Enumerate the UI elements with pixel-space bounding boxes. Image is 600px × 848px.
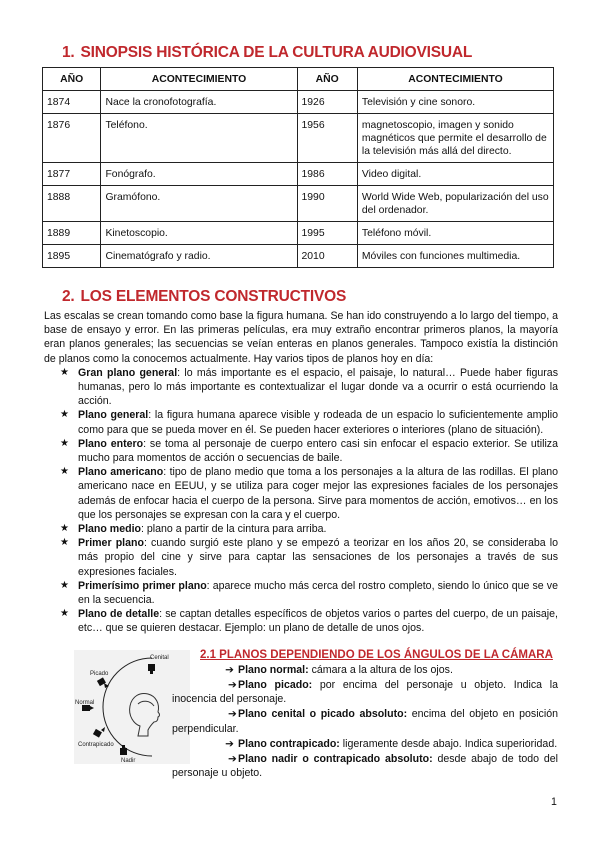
cell-event: Kinetoscopio. bbox=[101, 222, 297, 245]
arrow-icon: ➔ bbox=[225, 737, 234, 750]
intro-paragraph: Las escalas se crean tomando como base la figura humana. Se han ido construyendo a lo largo del tiempo, a base de ensayo y error. En las primeras películas, era muy extraño encontrar primeros planos, la mayoría eran planos generales; las secuencias se veían enteras en planos generales. Tampoco existía la distinción de planos como la conocemos actualmente. Hay varios tipos de planos hoy en día: bbox=[44, 310, 558, 365]
cell-year: 1877 bbox=[43, 163, 101, 186]
item-term: Plano general bbox=[78, 409, 149, 422]
item-term: Gran plano general bbox=[78, 366, 178, 379]
cell-event: Gramófono. bbox=[101, 186, 297, 222]
cell-year: 2010 bbox=[297, 245, 357, 268]
list-item bbox=[172, 752, 558, 782]
cell-event: Video digital. bbox=[357, 163, 553, 186]
list-item bbox=[200, 737, 558, 752]
list-item bbox=[172, 678, 558, 708]
item-text: : cuando surgió este plano y se empezó a teorizar en los años 20, se consideraba lo más propio del cine y sirve para captar las sensaciones de los personajes a través de sus expresiones faciales. bbox=[78, 537, 559, 578]
cell-year: 1990 bbox=[297, 186, 357, 222]
header-event-2: ACONTECIMIENTO bbox=[357, 68, 553, 91]
cell-year: 1995 bbox=[297, 222, 357, 245]
item-text: : se captan detalles específicos de objetos varios o partes del cuerpo, de un paisaje, etc… que se quieren destacar. Ejemplo: un plano de detalle de unos ojos. bbox=[78, 608, 558, 635]
cell-year: 1926 bbox=[297, 91, 357, 114]
item-term: Plano nadir o contrapicado absoluto: bbox=[238, 752, 433, 765]
cell-year: 1889 bbox=[43, 222, 101, 245]
list-item bbox=[44, 607, 558, 635]
cell-event: Cinematógrafo y radio. bbox=[101, 245, 297, 268]
arrow-icon: ➔ bbox=[228, 678, 237, 691]
star-bullet-icon: ★ bbox=[60, 366, 69, 378]
label-contrapicado: Contrapicado bbox=[78, 742, 114, 748]
list-item bbox=[44, 536, 558, 579]
item-text: cámara a la altura de los ojos. bbox=[308, 663, 453, 676]
item-term: Plano medio bbox=[78, 523, 141, 536]
label-nadir: Nadir bbox=[121, 758, 136, 764]
section-2-body bbox=[44, 309, 558, 636]
arrow-icon: ➔ bbox=[225, 663, 234, 676]
star-bullet-icon: ★ bbox=[60, 437, 69, 449]
header-event-1: ACONTECIMIENTO bbox=[101, 68, 297, 91]
item-term: Primerísimo primer plano bbox=[78, 579, 207, 592]
cell-event: Nace la cronofotografía. bbox=[101, 91, 297, 114]
table-row bbox=[43, 91, 554, 114]
list-item bbox=[44, 522, 558, 536]
section-2-heading bbox=[62, 288, 346, 306]
cell-year: 1986 bbox=[297, 163, 357, 186]
subsection-camera-angles bbox=[172, 648, 559, 781]
table-row bbox=[43, 245, 554, 268]
section-2-title: LOS ELEMENTOS CONSTRUCTIVOS bbox=[80, 288, 347, 305]
arrow-icon: ➔ bbox=[228, 752, 237, 765]
table-row bbox=[43, 163, 554, 186]
arrow-icon: ➔ bbox=[228, 708, 237, 721]
list-item bbox=[172, 707, 558, 737]
star-bullet-icon: ★ bbox=[60, 523, 69, 535]
page-number: 1 bbox=[551, 796, 557, 808]
shot-types-list bbox=[44, 366, 558, 636]
cell-year: 1876 bbox=[43, 114, 101, 163]
cell-year: 1874 bbox=[43, 91, 101, 114]
item-text: : lo más importante es el espacio, el paisaje, lo natural… Puede haber figuras humanas, pero lo más importante es contextualizar el lugar donde va a ocurrir o está ocurriendo la acción. bbox=[78, 366, 558, 408]
cell-event: magnetoscopio, imagen y sonido magnéticos que permite el desarrollo de la televisión más allá del directo. bbox=[357, 114, 553, 163]
item-term: Plano entero bbox=[78, 437, 144, 450]
item-text: encima del objeto en posición perpendicular. bbox=[172, 708, 558, 735]
header-year-1: AÑO bbox=[43, 68, 101, 91]
history-table bbox=[42, 67, 554, 268]
cell-event: World Wide Web, popularización del uso del ordenador. bbox=[357, 186, 553, 222]
table-header-row bbox=[43, 68, 554, 91]
item-text: : la figura humana aparece visible y rodeada de un espacio lo suficientemente amplio como para que se pueda mover en él. Se pueden hacer exteriores o interiores (plano de situación). bbox=[78, 409, 558, 436]
table-row bbox=[43, 114, 554, 163]
item-text: : plano a partir de la cintura para arriba. bbox=[140, 523, 327, 536]
list-item bbox=[44, 408, 558, 436]
list-item bbox=[44, 437, 558, 465]
star-bullet-icon: ★ bbox=[60, 537, 69, 549]
cell-year: 1895 bbox=[43, 245, 101, 268]
item-term: Primer plano bbox=[78, 537, 144, 550]
star-bullet-icon: ★ bbox=[60, 579, 69, 591]
list-item bbox=[44, 366, 558, 409]
cell-event: Teléfono móvil. bbox=[357, 222, 553, 245]
list-item bbox=[44, 579, 558, 607]
section-1-title: SINOPSIS HISTÓRICA DE LA CULTURA AUDIOVISUAL bbox=[80, 44, 473, 61]
section-1-heading bbox=[62, 44, 472, 62]
item-text: : aparece mucho más cerca del rostro completo, siendo lo único que se ve en la secuencia. bbox=[78, 579, 558, 607]
star-bullet-icon: ★ bbox=[60, 608, 69, 620]
item-text: : tipo de plano medio que toma a los personajes a la altura de las rodillas. El plano americano nace en EEUU, y se utiliza para coger mejor las expresiones faciales de los personajes además de enfocar hacia el cuerpo de la persona. Sirve para momentos de acción, emotivos… en los que los personajes se expresan con la cara y el cuerpo. bbox=[78, 466, 558, 521]
star-bullet-icon: ★ bbox=[60, 409, 69, 421]
cell-event: Móviles con funciones multimedia. bbox=[357, 245, 553, 268]
subsection-title: 2.1 PLANOS DEPENDIENDO DE LOS ÁNGULOS DE LA CÁMARA bbox=[200, 649, 553, 661]
cell-event: Teléfono. bbox=[101, 114, 297, 163]
label-normal: Normal bbox=[75, 700, 95, 706]
section-1-number: 1. bbox=[62, 44, 75, 61]
item-text: desde abajo de todo del personaje u objeto. bbox=[172, 752, 559, 780]
table-row bbox=[43, 186, 554, 222]
item-term: Plano picado: bbox=[238, 678, 313, 691]
star-bullet-icon: ★ bbox=[60, 466, 69, 478]
list-item bbox=[44, 465, 558, 522]
cell-event: Televisión y cine sonoro. bbox=[357, 91, 553, 114]
cell-event: Fonógrafo. bbox=[101, 163, 297, 186]
table-row bbox=[43, 222, 554, 245]
item-term: Plano contrapicado: bbox=[238, 737, 340, 750]
item-text: por encima del personaje u objeto. Indica la inocencia del personaje. bbox=[172, 678, 558, 706]
label-picado: Picado bbox=[90, 671, 109, 677]
item-term: Plano americano bbox=[78, 466, 164, 479]
label-cenital: Cenital bbox=[150, 655, 169, 661]
item-text: : se toma al personaje de cuerpo entero casi sin enfocar el espacio exterior. Se utiliza mucho para momentos de acción o secuencias de baile. bbox=[78, 437, 558, 465]
list-item bbox=[200, 663, 558, 678]
item-text: ligeramente desde abajo. Indica superioridad. bbox=[339, 737, 558, 750]
section-2-number: 2. bbox=[62, 288, 75, 305]
item-term: Plano cenital o picado absoluto: bbox=[238, 708, 408, 721]
item-term: Plano normal: bbox=[238, 663, 309, 676]
cell-year: 1888 bbox=[43, 186, 101, 222]
header-year-2: AÑO bbox=[297, 68, 357, 91]
cell-year: 1956 bbox=[297, 114, 357, 163]
item-term: Plano de detalle bbox=[78, 608, 160, 621]
